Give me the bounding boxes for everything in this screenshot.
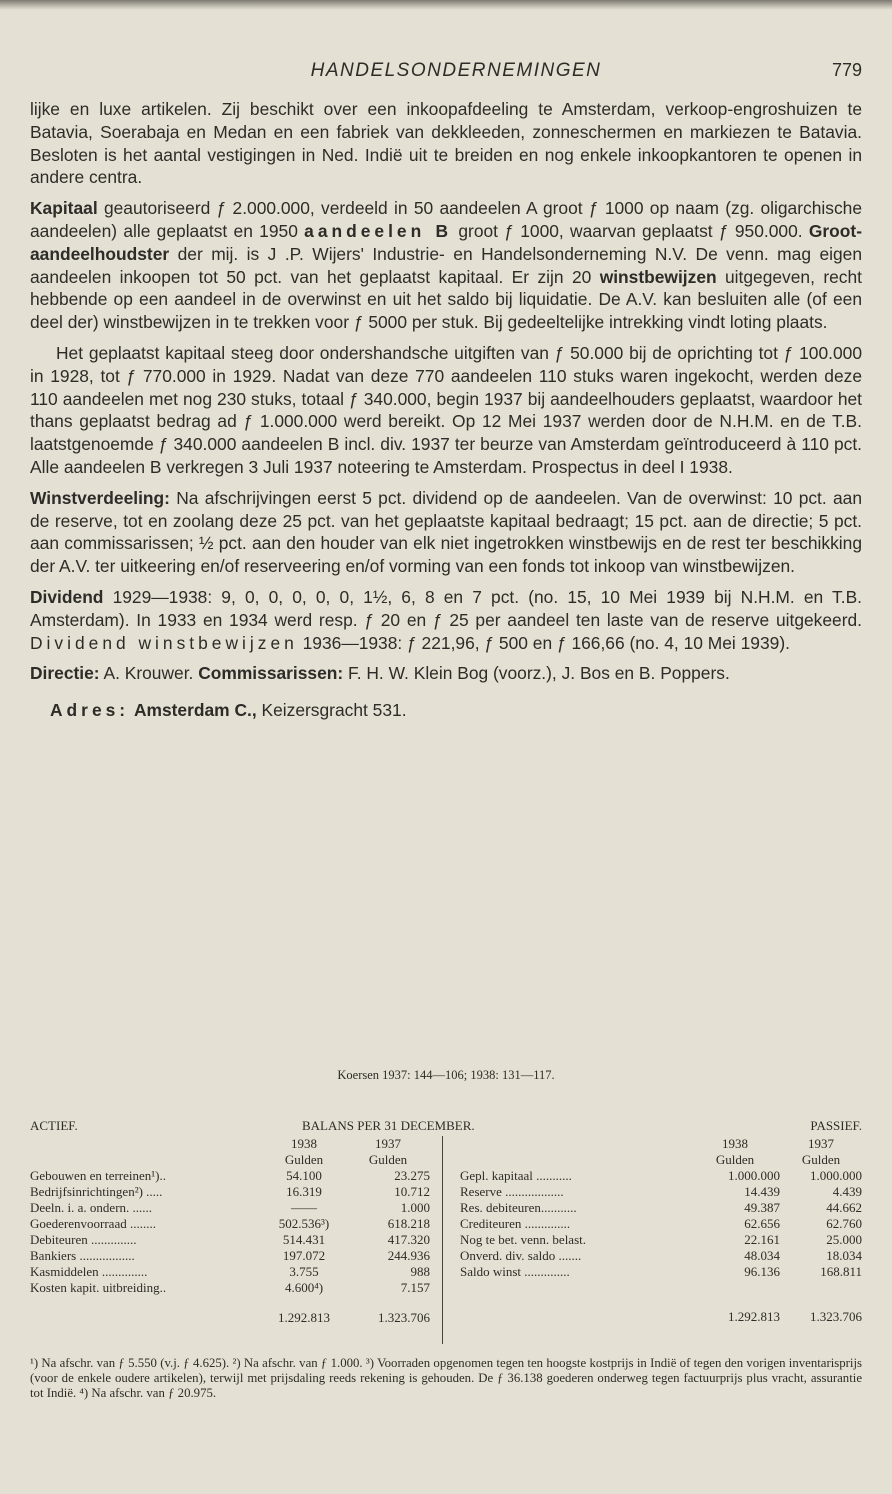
unit-header: Gulden (801, 1152, 841, 1167)
value-1937: 7.157 (400, 1280, 430, 1295)
adres-city: Amsterdam C., (133, 700, 257, 721)
paragraph-adres (30, 699, 862, 722)
value-1938: 197.072 (282, 1248, 326, 1263)
value-1937: 168.811 (820, 1264, 862, 1279)
row-label: Crediteuren .............. (460, 1216, 571, 1231)
row-label: Saldo winst .............. (460, 1264, 570, 1279)
adres-street: Keizersgracht 531. (256, 700, 407, 721)
text-span: groot ƒ 1000, waarvan geplaatst ƒ 950.000. (452, 220, 809, 241)
table-row (30, 1280, 430, 1296)
filler-row (460, 1280, 862, 1295)
footnotes: ¹) Na afschr. van ƒ 5.550 (v.j. ƒ 4.625). ²) Na afschr. van ƒ 1.000. ³) Voorraden opgenomen tegen ten hoogste kostprijs in Indië of tegen den vorigen inventarisprijs (voor de enkele oudere artikelen), terwijl met prijsdaling reeds rekening is gehouden. De ƒ 36.138 goederen onderweg tegen factuurprijs plus vracht, assurantie tot Indië. ⁴) Na afschr. van ƒ 20.975. (30, 1356, 862, 1400)
year-header: 1937 (375, 1136, 401, 1151)
total-row (30, 1296, 430, 1326)
table-row (30, 1200, 430, 1216)
value-1938: 49.387 (744, 1200, 780, 1215)
row-label: Gepl. kapitaal ........... (460, 1168, 572, 1183)
row-label: Bankiers ................. (30, 1248, 135, 1263)
value-1937: 618.218 (387, 1216, 430, 1231)
value-1937: 62.760 (826, 1216, 862, 1231)
table-row (460, 1168, 862, 1184)
unit-header: Gulden (284, 1152, 324, 1167)
body-text (30, 98, 862, 730)
unit-row (460, 1152, 862, 1168)
text-span: A. Krouwer. (99, 663, 199, 684)
value-1938: 22.161 (744, 1232, 780, 1247)
value-1938: 96.136 (744, 1264, 780, 1279)
row-label: Nog te bet. venn. belast. (460, 1232, 586, 1247)
total-1937: 1.323.706 (378, 1310, 430, 1325)
text-span: F. H. W. Klein Bog (voorz.), J. Bos en B. Poppers. (343, 663, 730, 684)
running-title: HANDELSONDERNEMINGEN (310, 60, 602, 81)
value-1938: 16.319 (286, 1184, 322, 1199)
page-header (50, 60, 862, 90)
balance-columns (30, 1136, 862, 1350)
row-label: Debiteuren .............. (30, 1232, 137, 1247)
table-row (30, 1184, 430, 1200)
keyword-groot-aandeelhoudster: Groot-aandeelhoudster (30, 220, 862, 264)
row-label: Reserve .................. (460, 1184, 564, 1199)
row-label: Goederenvoorraad ........ (30, 1216, 156, 1231)
balance-header (30, 1118, 862, 1136)
keyword-winstverdeeling: Winstverdeeling: (30, 487, 170, 508)
year-row (30, 1136, 430, 1152)
table-row (460, 1184, 862, 1200)
table-row (30, 1232, 430, 1248)
table-row (460, 1200, 862, 1216)
value-1937: 417.320 (387, 1232, 430, 1247)
row-label: Deeln. i. a. ondern. ...... (30, 1200, 153, 1215)
balance-title: BALANS PER 31 DECEMBER. (302, 1118, 475, 1133)
value-1938: 3.755 (289, 1264, 319, 1279)
value-1938: 48.034 (744, 1248, 780, 1263)
page-edge (0, 0, 892, 10)
row-label: Res. debiteuren........... (460, 1200, 577, 1215)
year-row (460, 1136, 862, 1152)
value-1937: 44.662 (826, 1200, 862, 1215)
passief-column (460, 1136, 862, 1325)
actief-table (30, 1136, 430, 1326)
keyword-kapitaal: Kapitaal (30, 198, 98, 219)
keyword-commissarissen: Commissarissen: (198, 663, 344, 684)
value-1937: 25.000 (826, 1232, 862, 1247)
total-1938: 1.292.813 (278, 1310, 330, 1325)
text-span: geautoriseerd ƒ 2.000.000, verdeeld in 50 aandeelen A groot ƒ 1000 op naam (zg. oligarchische aandeelen) alle geplaatst en 1950 (30, 198, 862, 241)
unit-row (30, 1152, 430, 1168)
text-span: Na afschrijvingen eerst 5 pct. dividend op de aandeelen. Van de overwinst: 10 pct. aan de reserve, tot en zoolang deze 25 pct. van het geplaatste kapitaal bedraagt; 15 pct. aan de directie; 5 pct. aan commissarissen; ½ pct. aan den houder van elk niet ingetrokken winstbewijs en de rest ter beschikking der A.V. ter uitkeering en/of reserveering en/of vorming van een fonds tot inkoop van winstbewijzen. (30, 487, 862, 577)
text-span: der mij. is J .P. Wijers' Industrie- en Handelsonderneming N.V. De venn. mag eigen aandeelen inkoopen tot 50 pct. van het geplaatst kapitaal. Er zijn 20 (30, 243, 862, 287)
paragraph-winstverdeeling (30, 487, 862, 578)
paragraph-dividend (30, 586, 862, 654)
passief-heading: PASSIEF. (810, 1118, 862, 1133)
value-1938: 62.656 (744, 1216, 780, 1231)
year-header: 1937 (808, 1136, 834, 1151)
table-row (460, 1216, 862, 1232)
value-1937: 1.000.000 (810, 1168, 862, 1183)
value-1938: 514.431 (282, 1232, 326, 1247)
column-divider (442, 1136, 443, 1344)
spaced-term: aandeelen B (304, 220, 453, 241)
value-1937: 988 (410, 1264, 430, 1279)
paragraph-history: Het geplaatst kapitaal steeg door ondershandsche uitgiften van ƒ 50.000 bij de oprichting tot ƒ 100.000 in 1928, tot ƒ 770.000 in 1929. Nadat van deze 770 aandeelen 110 stuks waren ingekocht, werden deze 110 aandeelen met nog 230 stuks, totaal ƒ 340.000, begin 1937 bij aandeelhouders geplaatst, waardoor het thans geplaatst bedrag ad ƒ 1.000.000 werd bereikt. Op 12 Mei 1937 werden door de N.H.M. en de T.B. laatstgenoemde ƒ 340.000 aandeelen B incl. div. 1937 ter beurze van Amsterdam geïntroduceerd à 110 pct. Alle aandeelen B verkregen 3 Juli 1937 noteering te Amsterdam. Prospectus in deel I 1938. (30, 342, 862, 477)
keyword-dividend: Dividend (30, 586, 104, 607)
value-1937: 4.439 (832, 1184, 862, 1199)
text-span: uitgegeven, recht hebbende op een aandeel in de overwinst en uit het saldo bij liquidatie. De A.V. kan besluiten alle (of een deel der) winstbewijzen in te trekken voor ƒ 5000 per stuk. Bij gedeeltelijke intrekking vindt loting plaats. (30, 266, 862, 333)
row-label: Bedrijfsinrichtingen²) ..... (30, 1184, 163, 1199)
table-row (460, 1264, 862, 1280)
row-label: Gebouwen en terreinen¹).. (30, 1168, 167, 1183)
row-label: Onverd. div. saldo ....... (460, 1248, 582, 1263)
koersen-line: Koersen 1937: 144—106; 1938: 131—117. (337, 1068, 555, 1082)
value-1937: 1.000 (400, 1200, 430, 1215)
value-1938: 54.100 (286, 1168, 322, 1183)
paragraph-kapitaal (30, 197, 862, 334)
balance-sheet (30, 1118, 862, 1350)
value-1937: 18.034 (826, 1248, 862, 1263)
table-row (30, 1248, 430, 1264)
actief-heading: ACTIEF. (30, 1118, 78, 1133)
page-number: 779 (831, 60, 862, 80)
value-1938: 1.000.000 (728, 1168, 780, 1183)
value-1938: 14.439 (744, 1184, 780, 1199)
spaced-term: Dividend winstbewijzen (30, 632, 298, 653)
unit-header: Gulden (368, 1152, 408, 1167)
text-span: 1936—1938: ƒ 221,96, ƒ 500 en ƒ 166,66 (no. 4, 10 Mei 1939). (297, 632, 790, 653)
row-label: Kosten kapit. uitbreiding.. (30, 1280, 167, 1295)
value-1937: 10.712 (394, 1184, 430, 1199)
text-span: 1929—1938: 9, 0, 0, 0, 0, 0, 1½, 6, 8 en 7 pct. (no. 15, 10 Mei 1939 bij N.H.M. en T.B. Amsterdam). In 1933 en 1934 werd resp. ƒ 20 en ƒ 25 per aandeel ten laste van de reserve uitgekeerd. (30, 586, 862, 630)
actief-column (30, 1136, 430, 1326)
passief-table (460, 1136, 862, 1325)
value-1937: 23.275 (394, 1168, 430, 1183)
table-row (30, 1216, 430, 1232)
keyword-winstbewijzen: winstbewijzen (599, 266, 717, 287)
year-header: 1938 (291, 1136, 317, 1151)
unit-header: Gulden (715, 1152, 755, 1167)
paragraph-activities: lijke en luxe artikelen. Zij beschikt over een inkoopafdeeling te Amsterdam, verkoop-engroshuizen te Batavia, Soerabaja en Medan en een fabriek van dekkleeden, zonneschermen en markiezen te Batavia. Besloten is het aantal vestigingen in Ned. Indië uit te breiden en nog enkele inkoopkantoren te openen in andere centra. (30, 99, 862, 188)
table-row (30, 1264, 430, 1280)
table-row (460, 1248, 862, 1264)
value-1937: 244.936 (387, 1248, 430, 1263)
keyword-directie: Directie: (30, 663, 100, 684)
adres-label: Adres: (50, 700, 130, 721)
paragraph-directie (30, 662, 862, 685)
table-row (30, 1168, 430, 1184)
value-1938: —— (291, 1200, 317, 1215)
table-row (460, 1232, 862, 1248)
value-1938: 502.536³) (278, 1216, 330, 1231)
total-1938: 1.292.813 (728, 1308, 780, 1324)
value-1938: 4.600⁴) (284, 1280, 324, 1295)
total-1937: 1.323.706 (810, 1308, 862, 1324)
row-label: Kasmiddelen .............. (30, 1264, 148, 1279)
year-header: 1938 (722, 1136, 748, 1151)
total-row (460, 1295, 862, 1325)
